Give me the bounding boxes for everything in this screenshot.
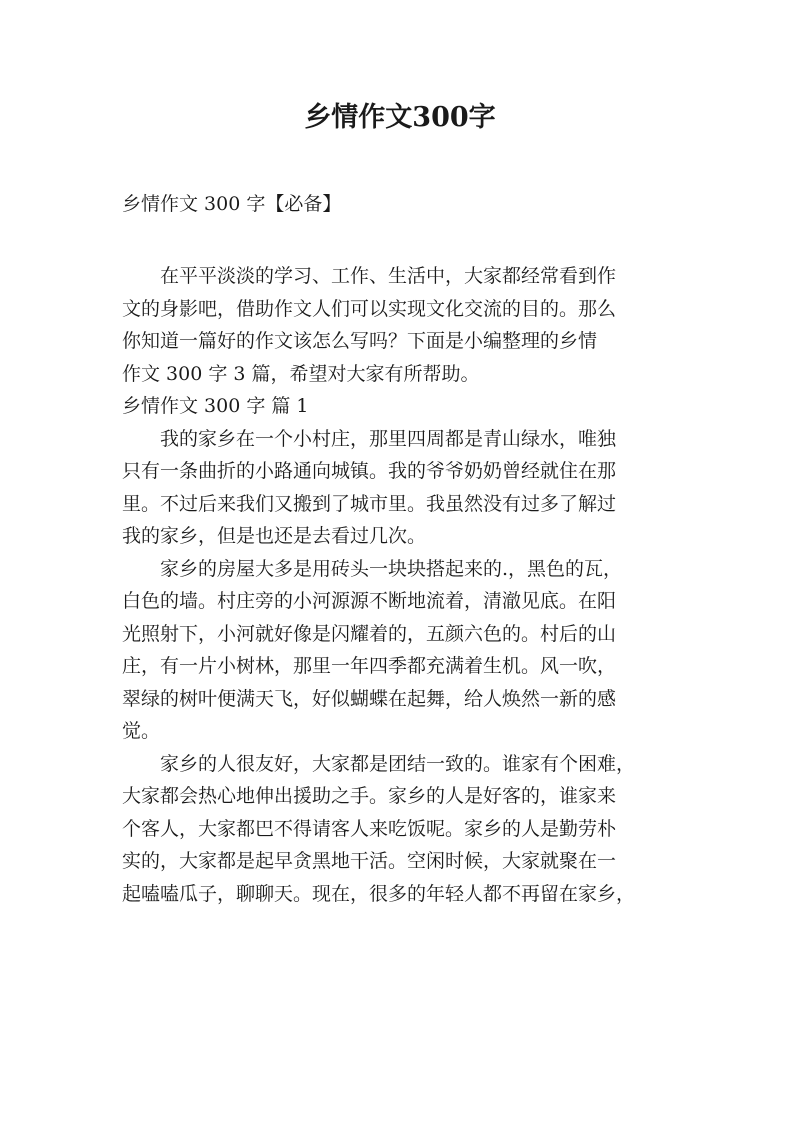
text-line: 个客人，大家都巴不得请客人来吃饭呢。家乡的人是勤劳朴: [122, 817, 617, 840]
text-line: 大家都会热心地伸出援助之手。家乡的人是好客的，谁家来: [122, 785, 617, 807]
text-line: 你知道一篇好的作文该怎么写吗？下面是小编整理的乡情: [122, 330, 598, 352]
text-line: 光照射下，小河就好像是闪耀着的，五颜六色的。村后的山: [122, 622, 617, 645]
document-title: 乡情作文300字: [304, 102, 496, 133]
text-line: 起嗑嗑瓜子，聊聊天。现在，很多的年轻人都不再留在家乡，: [122, 882, 636, 905]
text-line: 在平平淡淡的学习、工作、生活中，大家都经常看到作: [160, 265, 617, 287]
section-heading: [122, 390, 692, 423]
text-line: 家乡的房屋大多是用砖头一块块搭起来的.，黑色的瓦，: [160, 557, 623, 580]
text-line: 只有一条曲折的小路通向城镇。我的爷爷奶奶曾经就住在那: [122, 460, 617, 482]
text-line: 里。不过后来我们又搬到了城市里。我虽然没有过多了解过: [122, 492, 617, 515]
text-line: 白色的墙。村庄旁的小河源源不断地流着，清澈见底。在阳: [122, 590, 617, 612]
text-line: 庄，有一片小树林，那里一年四季都充满着生机。风一吹，: [122, 655, 617, 677]
paragraph-2: [122, 553, 692, 748]
document-body: [122, 260, 692, 910]
text-line: 我的家乡，但是也还是去看过几次。: [122, 525, 427, 547]
text-line: 实的，大家都是起早贪黑地干活。空闲时候，大家就聚在一: [122, 850, 617, 872]
text-line: 家乡的人很友好，大家都是团结一致的。谁家有个困难，: [160, 752, 636, 775]
paragraph-1: [122, 423, 692, 553]
paragraph-3: [122, 748, 692, 911]
text-line: 觉。: [122, 720, 161, 742]
text-line: 我的家乡在一个小村庄，那里四周都是青山绿水，唯独: [160, 427, 617, 450]
section-heading-text: 乡情作文 300 字 篇 1: [122, 395, 309, 417]
intro-paragraph: [122, 260, 692, 390]
text-line: 翠绿的树叶便满天飞，好似蝴蝶在起舞，给人焕然一新的感: [122, 687, 617, 710]
text-line: 文的身影吧，借助作文人们可以实现文化交流的目的。那么: [122, 297, 617, 320]
text-line: 作文 300 字 3 篇，希望对大家有所帮助。: [122, 362, 480, 385]
document-subtitle: 乡情作文 300 字【必备】: [122, 193, 342, 215]
